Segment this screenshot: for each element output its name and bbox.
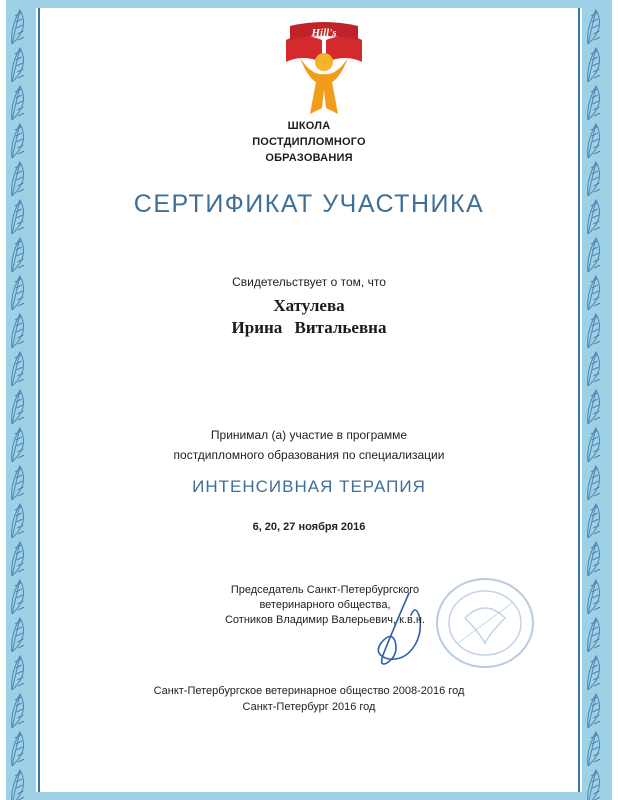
footer-line-1: Санкт-Петербургское ветеринарное общество 2008-2016 год <box>153 685 465 697</box>
school-name <box>0 118 618 166</box>
bottom-border-band <box>6 792 612 800</box>
school-line-2: ПОСТДИПЛОМНОГО <box>252 136 366 148</box>
participation-line-1: Принимал (а) участие в программе <box>210 428 408 442</box>
certificate-title: СЕРТИФИКАТ УЧАСТНИКА <box>133 190 485 218</box>
hills-school-logo-icon <box>278 18 370 118</box>
logo-brand-text: Hill's <box>311 27 337 39</box>
school-line-1: ШКОЛА <box>287 120 331 132</box>
specialty-title: ИНТЕНСИВНАЯ ТЕРАПИЯ <box>192 477 426 496</box>
participation-line-2: постдипломного образования по специализации <box>173 448 445 462</box>
participant-given-names: Ирина Витальевна <box>231 318 387 337</box>
certificate-footer <box>0 683 618 715</box>
certifies-text: Свидетельствует о том, что <box>232 275 386 289</box>
chairman-line-2: ветеринарного общества, <box>259 599 391 611</box>
participant-surname: Хатулева <box>273 296 345 315</box>
participation-text <box>0 425 618 465</box>
chairman-line-1: Председатель Санкт-Петербургского <box>230 584 420 596</box>
program-dates: 6, 20, 27 ноября 2016 <box>252 521 366 533</box>
chairman-line-3: Сотников Владимир Валерьевич, к.в.н. <box>224 614 426 626</box>
chairman-signature-block <box>195 583 455 628</box>
footer-line-2: Санкт-Петербург 2016 год <box>242 701 376 713</box>
top-border-band <box>6 0 612 8</box>
school-line-3: ОБРАЗОВАНИЯ <box>265 152 353 164</box>
